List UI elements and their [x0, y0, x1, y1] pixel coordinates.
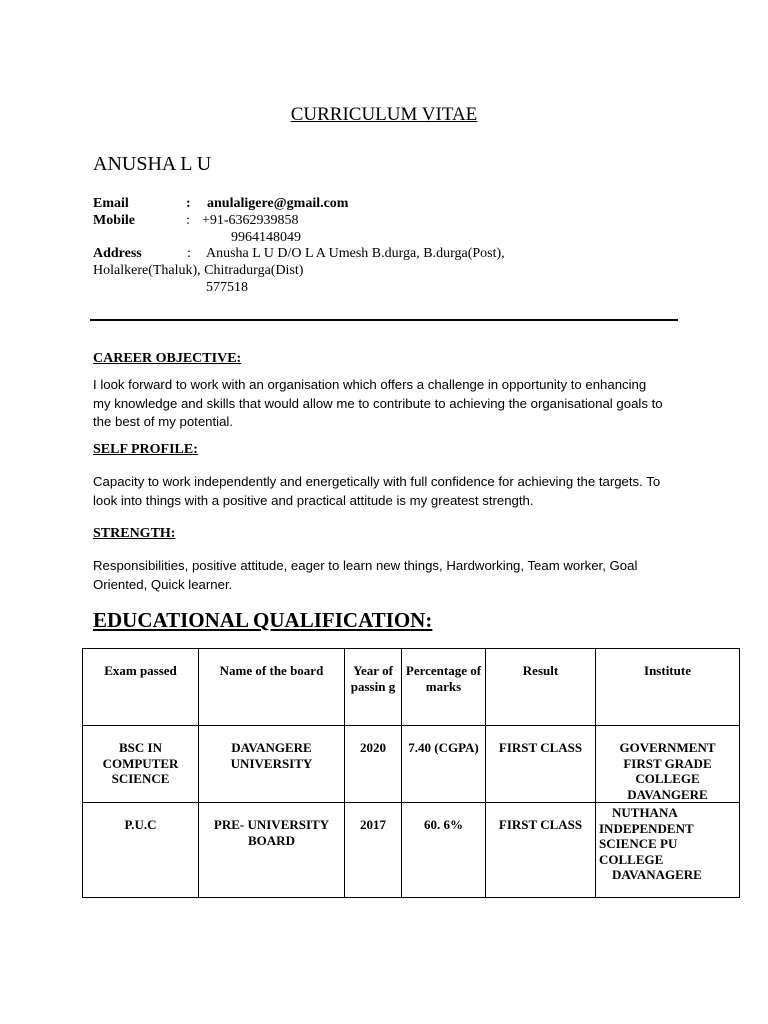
self-profile-heading: SELF PROFILE:: [93, 442, 198, 457]
email-label: Email: [93, 196, 129, 211]
mobile-separator: :: [186, 213, 190, 228]
board-cell: PRE- UNIVERSITY BOARD: [199, 803, 345, 898]
board-cell: DAVANGERE UNIVERSITY: [199, 726, 345, 803]
address-label: Address: [93, 246, 142, 261]
address-line-1: Anusha L U D/O L A Umesh B.durga, B.durga(Post),: [206, 246, 505, 261]
year-cell: 2017: [345, 803, 402, 898]
strength-heading: STRENGTH:: [93, 526, 176, 541]
table-row: [83, 803, 740, 898]
column-header: Name of the board: [199, 649, 345, 726]
exam-cell: BSC IN COMPUTER SCIENCE: [83, 726, 199, 803]
mobile-value-1: +91-6362939858: [202, 213, 299, 228]
percentage-cell: 7.40 (CGPA): [402, 726, 486, 803]
address-line-2: Holalkere(Thaluk), Chitradurga(Dist): [93, 263, 304, 278]
column-header: Year of passin g: [345, 649, 402, 726]
email-value: anulaligere@gmail.com: [207, 196, 349, 211]
career-objective-heading: CAREER OBJECTIVE:: [93, 351, 242, 366]
percentage-cell: 60. 6%: [402, 803, 486, 898]
exam-cell: P.U.C: [83, 803, 199, 898]
email-separator: :: [186, 196, 191, 211]
column-header: Result: [486, 649, 596, 726]
section-divider: [90, 319, 678, 321]
table-header-row: [83, 649, 740, 726]
education-table: [82, 648, 740, 898]
mobile-label: Mobile: [93, 213, 135, 228]
result-cell: FIRST CLASS: [486, 803, 596, 898]
column-header: Exam passed: [83, 649, 199, 726]
column-header: Institute: [596, 649, 740, 726]
year-cell: 2020: [345, 726, 402, 803]
self-profile-text: Capacity to work independently and energetically with full confidence for achieving the targets. To look into things with a positive and practical attitude is my greatest strength.: [93, 474, 661, 508]
address-separator: :: [187, 246, 191, 261]
page-title: CURRICULUM VITAE: [290, 104, 478, 125]
institute-cell: GOVERNMENT FIRST GRADE COLLEGE DAVANGERE: [596, 726, 740, 803]
table-row: [83, 726, 740, 803]
institute-text: NUTHANA INDEPENDENT SCIENCE PU COLLEGE DAVANAGERE: [599, 805, 702, 882]
career-objective-text: I look forward to work with an organisation which offers a challenge in opportunity to enhancing my knowledge and skills that would allow me to contribute to achieving the organisational goals to the best of my potential.: [93, 377, 663, 429]
institute-cell: [596, 803, 740, 898]
candidate-name: ANUSHA L U: [93, 153, 212, 175]
education-heading: EDUCATIONAL QUALIFICATION:: [93, 608, 433, 632]
mobile-value-2: 9964148049: [231, 230, 301, 245]
column-header: Percentage of marks: [402, 649, 486, 726]
strength-text: Responsibilities, positive attitude, eager to learn new things, Hardworking, Team worker, Goal Oriented, Quick learner.: [93, 558, 638, 592]
address-line-3: 577518: [206, 280, 248, 295]
result-cell: FIRST CLASS: [486, 726, 596, 803]
